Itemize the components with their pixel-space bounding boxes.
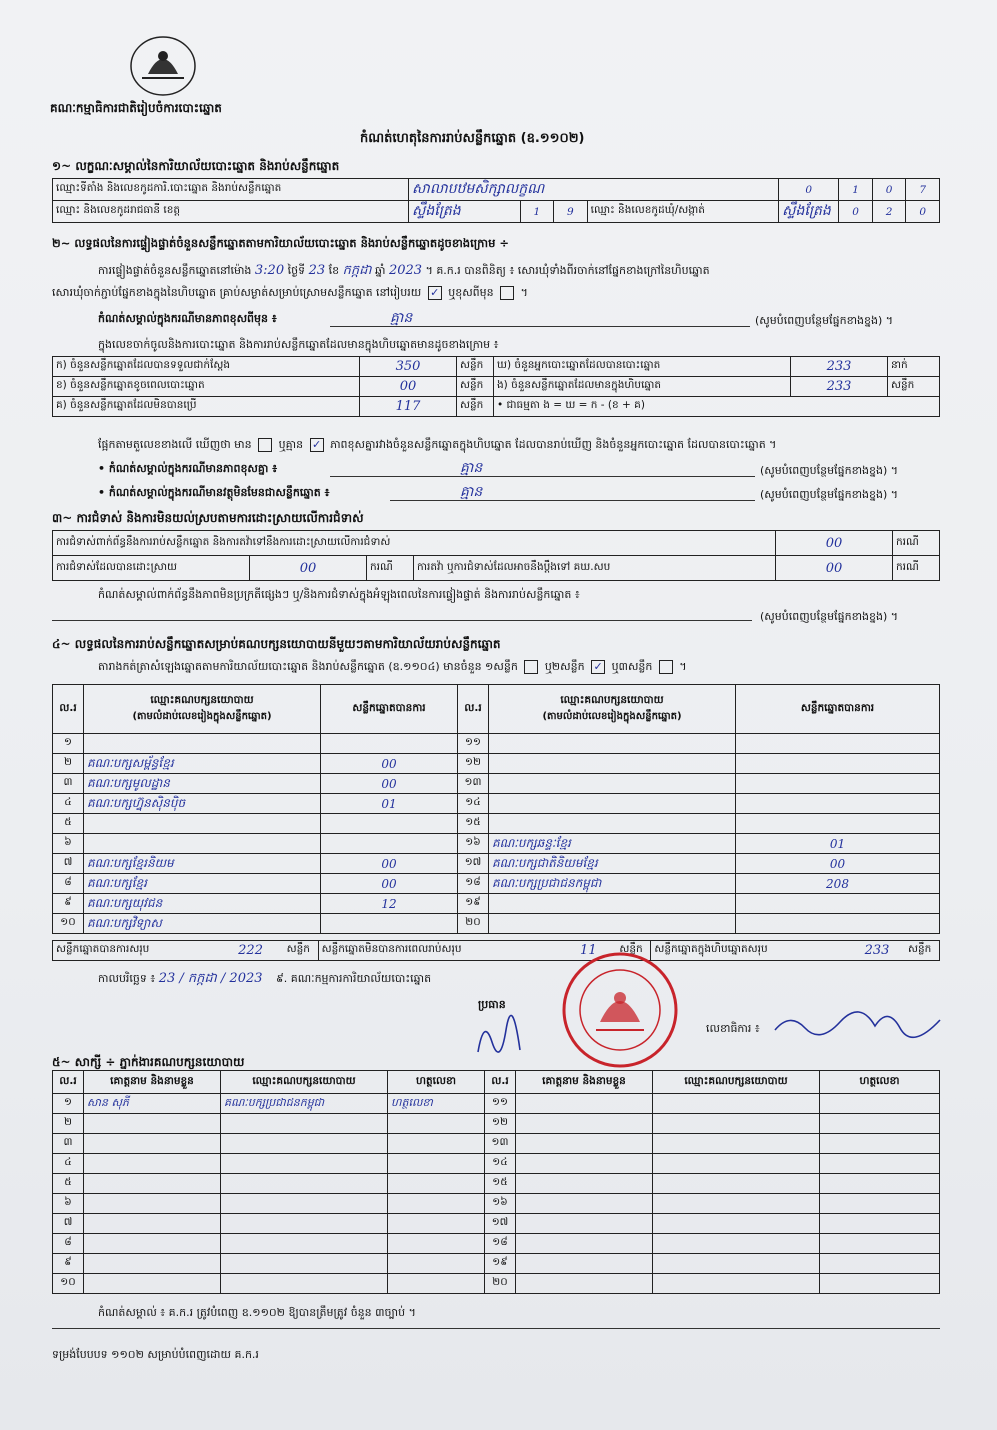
table-row xyxy=(53,854,940,874)
invalid-unit: សន្លឹក xyxy=(616,941,651,961)
row-no: ៦ xyxy=(53,834,84,854)
witness-signature: ហត្ថលេខា xyxy=(388,1094,485,1114)
vote-count: 12 xyxy=(321,894,458,914)
row-no: ១៣ xyxy=(485,1134,516,1154)
tally-sheet-line: តារាងកត់ត្រាសំឡេងឆ្នោតតាមការិយាល័យបោះឆ្នោត និងរាប់សន្លឹកឆ្នោត (ឧ.១១០៤) មានចំនួន ១សន្លឹក ឬ២សន្លឹក ✓ ឬ៣សន្លឹក ។ xyxy=(98,660,687,673)
col-party-right-sub: (តាមលំដាប់លេខរៀងក្នុងសន្លឹកឆ្នោត) xyxy=(542,711,682,722)
grid-r-value: 233 xyxy=(791,377,888,397)
date-line xyxy=(98,970,431,989)
party-name: គណៈបក្សមូលដ្ឋាន xyxy=(84,774,321,794)
results-table xyxy=(52,684,940,934)
witness-signature xyxy=(388,1134,485,1154)
vote-count xyxy=(736,894,940,914)
chair-signature-icon xyxy=(470,1012,530,1062)
secretary-signature-icon xyxy=(770,1002,950,1042)
results-body xyxy=(53,734,940,934)
difference-text-b: ឬគ្មាន xyxy=(278,438,304,451)
row-no: ១០ xyxy=(53,1274,84,1294)
w-col-party-right: ឈ្មោះគណបក្សនយោបាយ xyxy=(653,1071,820,1094)
table-row xyxy=(53,1134,940,1154)
difference-no-checkbox[interactable]: ✓ xyxy=(310,438,324,452)
note-c-line xyxy=(390,500,755,501)
w-col-no-left: ល.រ xyxy=(53,1071,84,1094)
date-value: 23 / កក្កដា / 2023 xyxy=(158,971,263,986)
count-intro: ក្នុងលេខចាក់ចូលនិងការបោះឆ្នោត និងការរាប់សន្លឹកឆ្នោតដែលមានក្នុងហិបឆ្នោតមានដូចខាងក្រោម ៖ xyxy=(98,338,499,351)
grid-l-unit: សន្លឹក xyxy=(457,397,494,417)
vote-count xyxy=(736,794,940,814)
witness-signature xyxy=(820,1114,940,1134)
vote-count: 208 xyxy=(736,874,940,894)
resolved-value: 00 xyxy=(250,556,367,581)
witness-name xyxy=(84,1274,221,1294)
party-name xyxy=(489,794,736,814)
witness-party xyxy=(653,1174,820,1194)
vote-count xyxy=(736,914,940,934)
vote-count: 01 xyxy=(736,834,940,854)
witness-party xyxy=(221,1194,388,1214)
seal-changed-text: ឬខុសពីមុន xyxy=(448,286,494,299)
row-no: ១៣ xyxy=(458,774,489,794)
vote-count xyxy=(321,814,458,834)
grid-l-label: ខ) ចំនួនសន្លឹកឆ្នោតខូចពេលបោះឆ្នោត xyxy=(53,377,360,397)
party-name xyxy=(489,914,736,934)
vote-count: 00 xyxy=(736,854,940,874)
witness-party: គណៈបក្សប្រជាជនកម្ពុជា xyxy=(221,1094,388,1114)
section2-title: ២~ លទ្ធផលនៃការផ្ទៀងផ្ទាត់ចំនួនសន្លឹកឆ្នោតតាមការិយាល័យបោះឆ្នោត និងរាប់សន្លឹកឆ្នោតដូចខាងក្រោម ÷ xyxy=(52,236,510,250)
party-name: គណៈបក្សជាតិនិយមខ្មែរ xyxy=(489,854,736,874)
vote-count: 00 xyxy=(321,774,458,794)
grid-r-value: 233 xyxy=(791,357,888,377)
note-a-hint: (សូមបំពេញបន្ថែមផ្នែកខាងខ្នង) ។ xyxy=(755,314,894,327)
difference-line xyxy=(98,438,776,454)
province-label: ឈ្មោះ និងលេខកូដរាជធានី ខេត្ត xyxy=(53,201,409,223)
row-no: ១៥ xyxy=(458,814,489,834)
witness-name xyxy=(84,1254,221,1274)
resolved-unit: ករណី xyxy=(367,556,414,581)
vote-count: 00 xyxy=(321,754,458,774)
section3-note: កំណត់សម្គាល់ពាក់ព័ន្ធនឹងភាពមិនប្រក្រតីផ្សេងៗ ឬ/និងការជំទាស់ក្នុងអំឡុងពេលនៃការផ្ទៀងផ្ទាត់ និងការរាប់សន្លឹកឆ្នោត ៖ xyxy=(98,588,580,601)
vote-count xyxy=(736,814,940,834)
table-row xyxy=(53,1214,940,1234)
section4-title: ៤~ លទ្ធផលនៃការរាប់សន្លឹកឆ្នោតសម្រាប់គណបក្សនយោបាយនីមួយៗតាមការិយាល័យរាប់សន្លឹកឆ្នោត xyxy=(52,637,501,651)
party-name: គណៈបក្សហ្វ៊ុនស៊ិនប៉ិច xyxy=(84,794,321,814)
grid-l-value: 117 xyxy=(360,397,457,417)
location-value: សាលាបឋមសិក្សាលក្ខណ xyxy=(409,179,779,201)
vote-count: 01 xyxy=(321,794,458,814)
vote-count: 00 xyxy=(321,854,458,874)
vote-count xyxy=(736,754,940,774)
table-row xyxy=(53,874,940,894)
witness-name xyxy=(84,1134,221,1154)
verification-text-d: ឆ្នាំ xyxy=(375,264,386,277)
row-no: ២ xyxy=(53,1114,84,1134)
totals-row xyxy=(52,940,940,961)
tally-2-text: ឬ២សន្លឹក xyxy=(544,660,585,673)
appeal-unit: ករណី xyxy=(893,556,940,581)
witness-name xyxy=(84,1174,221,1194)
emblem-icon xyxy=(128,34,198,98)
table-row xyxy=(53,1254,940,1274)
seal-changed-checkbox[interactable] xyxy=(500,286,514,300)
table-row xyxy=(53,1234,940,1254)
note-c-label: • កំណត់សម្គាល់ក្នុងករណីមានវត្ថុមិនមែនជាសន្លឹកឆ្នោត ៖ xyxy=(98,486,330,499)
note-b-hint: (សូមបំពេញបន្ថែមផ្នែកខាងខ្នង) ។ xyxy=(760,464,899,477)
location-table xyxy=(52,178,940,223)
commune-code-2: 2 xyxy=(872,201,906,223)
vote-count xyxy=(736,774,940,794)
note-c-hint: (សូមបំពេញបន្ថែមផ្នែកខាងខ្នង) ។ xyxy=(760,488,899,501)
box-label: សន្លឹកឆ្នោតក្នុងហិបឆ្នោតសរុប xyxy=(651,941,849,961)
date-label: កាលបរិច្ឆេទ ៖ xyxy=(98,972,156,985)
official-stamp-icon xyxy=(560,950,680,1070)
col-party-right xyxy=(489,685,736,734)
box-unit: សន្លឹក xyxy=(905,941,940,961)
section5-title: ៥~ សាក្សី ÷ ភ្នាក់ងារគណបក្សនយោបាយ xyxy=(52,1055,245,1069)
row-no: ៩ xyxy=(53,1254,84,1274)
seal-line: សោរឃុំចាក់ភ្ជាប់ផ្នែកខាងក្នុងនៃហិបឆ្នោត គ្រាប់សម្ងាត់សម្រាប់ស្រោមសន្លឹកឆ្នោត នៅរៀបរយ ✓ ឬខុសពីមុន ។ xyxy=(52,286,528,299)
w-col-party-left: ឈ្មោះគណបក្សនយោបាយ xyxy=(221,1071,388,1094)
commune-label: ឈ្មោះ និងលេខកូដឃុំ/សង្កាត់ xyxy=(587,201,779,223)
row-no: ៨ xyxy=(53,874,84,894)
row-no: ១០ xyxy=(53,914,84,934)
row-no: ១៩ xyxy=(458,894,489,914)
witness-name xyxy=(516,1234,653,1254)
witness-party xyxy=(653,1134,820,1154)
row-no: ១១ xyxy=(485,1094,516,1114)
verification-day: 23 xyxy=(308,263,326,278)
table-row xyxy=(53,1194,940,1214)
witness-name xyxy=(516,1114,653,1134)
location-label: ឈ្មោះទីតាំង និងលេខកូដការិ.បោះឆ្នោត និងរាប់សន្លឹកឆ្នោត xyxy=(53,179,409,201)
party-name xyxy=(489,734,736,754)
signer-title: ៩. គណៈកម្មការការិយាល័យបោះឆ្នោត xyxy=(276,972,432,985)
tally-3-checkbox[interactable] xyxy=(659,660,673,674)
total-value: 222 xyxy=(218,941,284,961)
witness-party xyxy=(653,1214,820,1234)
row-no: ១៧ xyxy=(485,1214,516,1234)
table-row xyxy=(53,894,940,914)
row-no: ១៨ xyxy=(485,1234,516,1254)
party-name: គណៈបក្សឆន្ទៈខ្មែរ xyxy=(489,834,736,854)
witness-signature xyxy=(388,1154,485,1174)
witness-name xyxy=(84,1194,221,1214)
note-a-value: គ្មាន xyxy=(390,310,413,326)
witness-signature xyxy=(820,1174,940,1194)
commune-code-3: 0 xyxy=(906,201,940,223)
party-name xyxy=(84,834,321,854)
grid-l-unit: សន្លឹក xyxy=(457,357,494,377)
table-row xyxy=(53,1154,940,1174)
witness-party xyxy=(221,1254,388,1274)
col-party-right-title: ឈ្មោះគណបក្សនយោបាយ xyxy=(560,694,664,706)
commune-code-1: 0 xyxy=(839,201,873,223)
difference-yes-checkbox[interactable] xyxy=(258,438,272,452)
witness-signature xyxy=(388,1174,485,1194)
party-name: គណៈបក្សប្រជាជនកម្ពុជា xyxy=(489,874,736,894)
vote-count xyxy=(321,834,458,854)
witness-signature xyxy=(820,1274,940,1294)
footer-divider xyxy=(52,1328,940,1329)
party-name xyxy=(84,734,321,754)
seal-ok-checkbox[interactable]: ✓ xyxy=(428,286,442,300)
table-row xyxy=(53,1174,940,1194)
row-no: ៥ xyxy=(53,1174,84,1194)
party-name: គណៈបក្សសម្ព័ន្ធខ្មែរ xyxy=(84,754,321,774)
row-no: ១ xyxy=(53,734,84,754)
location-code-2: 1 xyxy=(839,179,873,201)
witness-body xyxy=(53,1094,940,1294)
seal-text: សោរឃុំចាក់ភ្ជាប់ផ្នែកខាងក្នុងនៃហិបឆ្នោត គ្រាប់សម្ងាត់សម្រាប់ស្រោមសន្លឹកឆ្នោត នៅរៀបរយ xyxy=(52,286,422,299)
witness-name xyxy=(516,1154,653,1174)
party-name: គណៈបក្សខ្មែរ xyxy=(84,874,321,894)
row-no: ១៧ xyxy=(458,854,489,874)
verification-year: 2023 xyxy=(388,263,423,278)
row-no: ៨ xyxy=(53,1234,84,1254)
grid-l-value: 00 xyxy=(360,377,457,397)
note-b-line xyxy=(330,476,755,477)
note-a-line xyxy=(330,326,750,327)
witness-name xyxy=(84,1214,221,1234)
tally-2-checkbox[interactable]: ✓ xyxy=(591,660,605,674)
col-party-left-title: ឈ្មោះគណបក្សនយោបាយ xyxy=(150,694,254,706)
witness-party xyxy=(221,1174,388,1194)
grid-l-value: 350 xyxy=(360,357,457,377)
witness-party xyxy=(653,1234,820,1254)
row-no: ១៩ xyxy=(485,1254,516,1274)
witness-name xyxy=(516,1194,653,1214)
committee-name: គណៈកម្មាធិការជាតិរៀបចំការបោះឆ្នោត xyxy=(50,101,222,115)
w-col-sign-left: ហត្ថលេខា xyxy=(388,1071,485,1094)
section1-title: ១~ លក្ខណៈសម្គាល់នៃការិយាល័យបោះឆ្នោត និងរាប់សន្លឹកឆ្នោត xyxy=(52,159,340,173)
row-no: ១ xyxy=(53,1094,84,1114)
row-no: ៣ xyxy=(53,1134,84,1154)
col-votes-right: សន្លឹកឆ្នោតបានការ xyxy=(736,685,940,734)
grid-r-unit: នាក់ xyxy=(888,357,940,377)
witness-name xyxy=(516,1254,653,1274)
row-no: ៧ xyxy=(53,854,84,874)
party-name xyxy=(489,774,736,794)
vote-count xyxy=(321,734,458,754)
witness-signature xyxy=(388,1274,485,1294)
grid-l-unit: សន្លឹក xyxy=(457,377,494,397)
witness-signature xyxy=(820,1214,940,1234)
witness-signature xyxy=(820,1134,940,1154)
col-no-right: ល.រ xyxy=(458,685,489,734)
table-row xyxy=(53,754,940,774)
grid-l-label: គ) ចំនួនសន្លឹកឆ្នោតដែលមិនបានប្រើ xyxy=(53,397,360,417)
witness-name xyxy=(516,1274,653,1294)
table-row xyxy=(53,814,940,834)
witness-name xyxy=(516,1174,653,1194)
witness-signature xyxy=(388,1214,485,1234)
row-no: ៤ xyxy=(53,1154,84,1174)
col-party-left xyxy=(84,685,321,734)
row-no: ២ xyxy=(53,754,84,774)
table-row xyxy=(53,914,940,934)
w-col-name-right: គោត្តនាម និងនាមខ្លួន xyxy=(516,1071,653,1094)
section5-note: កំណត់សម្គាល់ ៖ គ.ក.រ ត្រូវបំពេញ ឧ.១១០២ ឱ្យបានត្រឹមត្រូវ ចំនួន ៣ច្បាប់ ។ xyxy=(98,1306,416,1319)
witness-signature xyxy=(820,1094,940,1114)
witness-signature xyxy=(820,1254,940,1274)
col-party-left-sub: (តាមលំដាប់លេខរៀងក្នុងសន្លឹកឆ្នោត) xyxy=(132,711,272,722)
row-no: ១៦ xyxy=(458,834,489,854)
appeal-label: ការតវ៉ា ឬការជំទាស់ដែលអាចនឹងប្តឹងទៅ គឃ.សប xyxy=(414,556,776,581)
witness-party xyxy=(653,1094,820,1114)
objection-label: ការជំទាស់ពាក់ព័ន្ធនឹងការរាប់សន្លឹកឆ្នោត និងការតវ៉ាទៅនឹងការដោះស្រាយលើការជំទាស់ xyxy=(53,531,776,556)
row-no: ១៨ xyxy=(458,874,489,894)
witness-name xyxy=(516,1094,653,1114)
row-no: ៤ xyxy=(53,794,84,814)
chair-label: ប្រធាន xyxy=(478,998,506,1011)
row-no: ២០ xyxy=(458,914,489,934)
witness-party xyxy=(221,1274,388,1294)
witness-party xyxy=(653,1274,820,1294)
location-code-4: 7 xyxy=(906,179,940,201)
count-grid xyxy=(52,356,940,417)
col-no-left: ល.រ xyxy=(53,685,84,734)
w-col-sign-right: ហត្ថលេខា xyxy=(820,1071,940,1094)
form-title: កំណត់ហេតុនៃការរាប់សន្លឹកឆ្នោត (ឧ.១១០២) xyxy=(360,131,585,146)
witness-name xyxy=(516,1134,653,1154)
witness-party xyxy=(653,1154,820,1174)
difference-text-c: ភាពខុសគ្នារវាងចំនួនសន្លឹកឆ្នោតក្នុងហិបឆ្នោត ដែលបានរាប់ឃើញ និងចំនួនអ្នកបោះឆ្នោត ដែលបានបោះឆ្នោត ។ xyxy=(330,438,777,451)
total-unit: សន្លឹក xyxy=(284,941,319,961)
witness-signature xyxy=(388,1194,485,1214)
verification-month: កក្កដា xyxy=(342,263,372,278)
section3-note-line xyxy=(52,620,752,621)
w-col-no-right: ល.រ xyxy=(485,1071,516,1094)
verification-text-e: ។ គ.ក.រ បានពិនិត្យ ៖ សោរឃុំទាំងពីរចាក់នៅផ្នែកខាងក្រៅនៃហិបឆ្នោត xyxy=(425,264,710,277)
grid-l-label: ក) ចំនួនសន្លឹកឆ្នោតដែលបានទទួលជាក់ស្តែង xyxy=(53,357,360,377)
secretary-label: លេខាធិការ ៖ xyxy=(706,1022,760,1035)
verification-text-b: ថ្ងៃទី xyxy=(287,264,306,277)
grid-formula: • ជាធម្មតា ង = ឃ = ក - (ខ + គ) xyxy=(494,397,940,417)
vote-count: 00 xyxy=(321,874,458,894)
col-votes-left: សន្លឹកឆ្នោតបានការ xyxy=(321,685,458,734)
row-no: ១១ xyxy=(458,734,489,754)
row-no: ១២ xyxy=(458,754,489,774)
tally-intro: តារាងកត់ត្រាសំឡេងឆ្នោតតាមការិយាល័យបោះឆ្នោត និងរាប់សន្លឹកឆ្នោត (ឧ.១១០៤) មានចំនួន ១សន្លឹក xyxy=(98,660,518,673)
witness-party xyxy=(653,1114,820,1134)
total-label: សន្លឹកឆ្នោតបានការសរុប xyxy=(53,941,218,961)
row-no: ៩ xyxy=(53,894,84,914)
party-name: គណៈបក្សយុវជន xyxy=(84,894,321,914)
table-row xyxy=(53,734,940,754)
note-b-label: • កំណត់សម្គាល់ក្នុងករណីមានភាពខុសគ្នា ៖ xyxy=(98,462,278,475)
witness-name xyxy=(84,1114,221,1134)
section3-note-hint: (សូមបំពេញបន្ថែមផ្នែកខាងខ្នង) ។ xyxy=(760,610,899,623)
objection-value: 00 xyxy=(776,531,893,556)
witness-name xyxy=(516,1214,653,1234)
party-name: គណៈបក្សខ្មែរនិយម xyxy=(84,854,321,874)
commune-value: ស្ទឹងត្រែង xyxy=(779,201,839,223)
objection-unit: ករណី xyxy=(893,531,940,556)
note-a-label: កំណត់សម្គាល់ក្នុងករណីមានភាពខុសពីមុន ៖ xyxy=(98,312,277,325)
row-no: ៦ xyxy=(53,1194,84,1214)
table-row xyxy=(53,1114,940,1134)
row-no: ១៥ xyxy=(485,1174,516,1194)
party-name: គណៈបក្សវិទ្យាស xyxy=(84,914,321,934)
difference-text-a: ផ្អែកតាមតួលេខខាងលើ ឃើញថា មាន xyxy=(98,438,252,451)
table-row xyxy=(53,794,940,814)
witness-name xyxy=(84,1234,221,1254)
party-name xyxy=(489,894,736,914)
row-no: ១៦ xyxy=(485,1194,516,1214)
verification-line xyxy=(98,262,710,281)
witness-signature xyxy=(820,1234,940,1254)
witness-name xyxy=(84,1154,221,1174)
invalid-label: សន្លឹកឆ្នោតមិនបានការពេលរាប់សរុប xyxy=(318,941,560,961)
party-name xyxy=(489,814,736,834)
table-row xyxy=(53,1274,940,1294)
party-name xyxy=(84,814,321,834)
vote-count xyxy=(321,914,458,934)
tally-1-checkbox[interactable] xyxy=(524,660,538,674)
witness-party xyxy=(221,1114,388,1134)
witness-party xyxy=(221,1154,388,1174)
row-no: ១៤ xyxy=(485,1154,516,1174)
row-no: ៣ xyxy=(53,774,84,794)
footer-text: ទម្រង់បែបបទ ១១០២ សម្រាប់បំពេញដោយ គ.ក.រ xyxy=(52,1348,259,1361)
box-value: 233 xyxy=(849,941,905,961)
resolved-label: ការជំទាស់ដែលបានដោះស្រាយ xyxy=(53,556,250,581)
objection-table xyxy=(52,530,940,581)
witness-party xyxy=(653,1194,820,1214)
verification-text-c: ខែ xyxy=(328,264,340,277)
witness-party xyxy=(653,1254,820,1274)
party-name xyxy=(489,754,736,774)
section3-title: ៣~ ការជំទាស់ និងការមិនយល់ស្របតាមការដោះស្រាយលើការជំទាស់ xyxy=(52,511,364,525)
witness-party xyxy=(221,1134,388,1154)
witness-signature xyxy=(388,1114,485,1134)
witness-name: សាន សុភី xyxy=(84,1094,221,1114)
witness-signature xyxy=(388,1254,485,1274)
w-col-name-left: គោត្តនាម និងនាមខ្លួន xyxy=(84,1071,221,1094)
witness-signature xyxy=(820,1194,940,1214)
province-code-2: 9 xyxy=(554,201,588,223)
row-no: ១២ xyxy=(485,1114,516,1134)
table-row xyxy=(53,1094,940,1114)
note-c-value: គ្មាន xyxy=(460,484,483,500)
row-no: ២០ xyxy=(485,1274,516,1294)
location-code-3: 0 xyxy=(872,179,906,201)
row-no: ១៤ xyxy=(458,794,489,814)
province-value: ស្ទឹងត្រែង xyxy=(409,201,520,223)
witness-table xyxy=(52,1070,940,1294)
table-row xyxy=(53,774,940,794)
witness-signature xyxy=(820,1154,940,1174)
verification-time: 3:20 xyxy=(254,263,285,278)
witness-signature xyxy=(388,1234,485,1254)
witness-party xyxy=(221,1214,388,1234)
grid-r-label: ឃ) ចំនួនអ្នកបោះឆ្នោតដែលបានបោះឆ្នោត xyxy=(494,357,791,377)
table-row xyxy=(53,834,940,854)
note-b-value: គ្មាន xyxy=(460,460,483,476)
invalid-value: 11 xyxy=(560,941,616,961)
grid-r-label: ង) ចំនួនសន្លឹកឆ្នោតដែលមានក្នុងហិបឆ្នោត xyxy=(494,377,791,397)
tally-3-text: ឬ៣សន្លឹក xyxy=(611,660,653,673)
verification-text-a: ការផ្ទៀងផ្ទាត់ចំនួនសន្លឹកឆ្នោតនៅម៉ោង xyxy=(98,264,252,277)
grid-r-unit: សន្លឹក xyxy=(888,377,940,397)
location-code-1: 0 xyxy=(779,179,839,201)
row-no: ៥ xyxy=(53,814,84,834)
row-no: ៧ xyxy=(53,1214,84,1234)
province-code-1: 1 xyxy=(520,201,554,223)
appeal-value: 00 xyxy=(776,556,893,581)
witness-party xyxy=(221,1234,388,1254)
vote-count xyxy=(736,734,940,754)
